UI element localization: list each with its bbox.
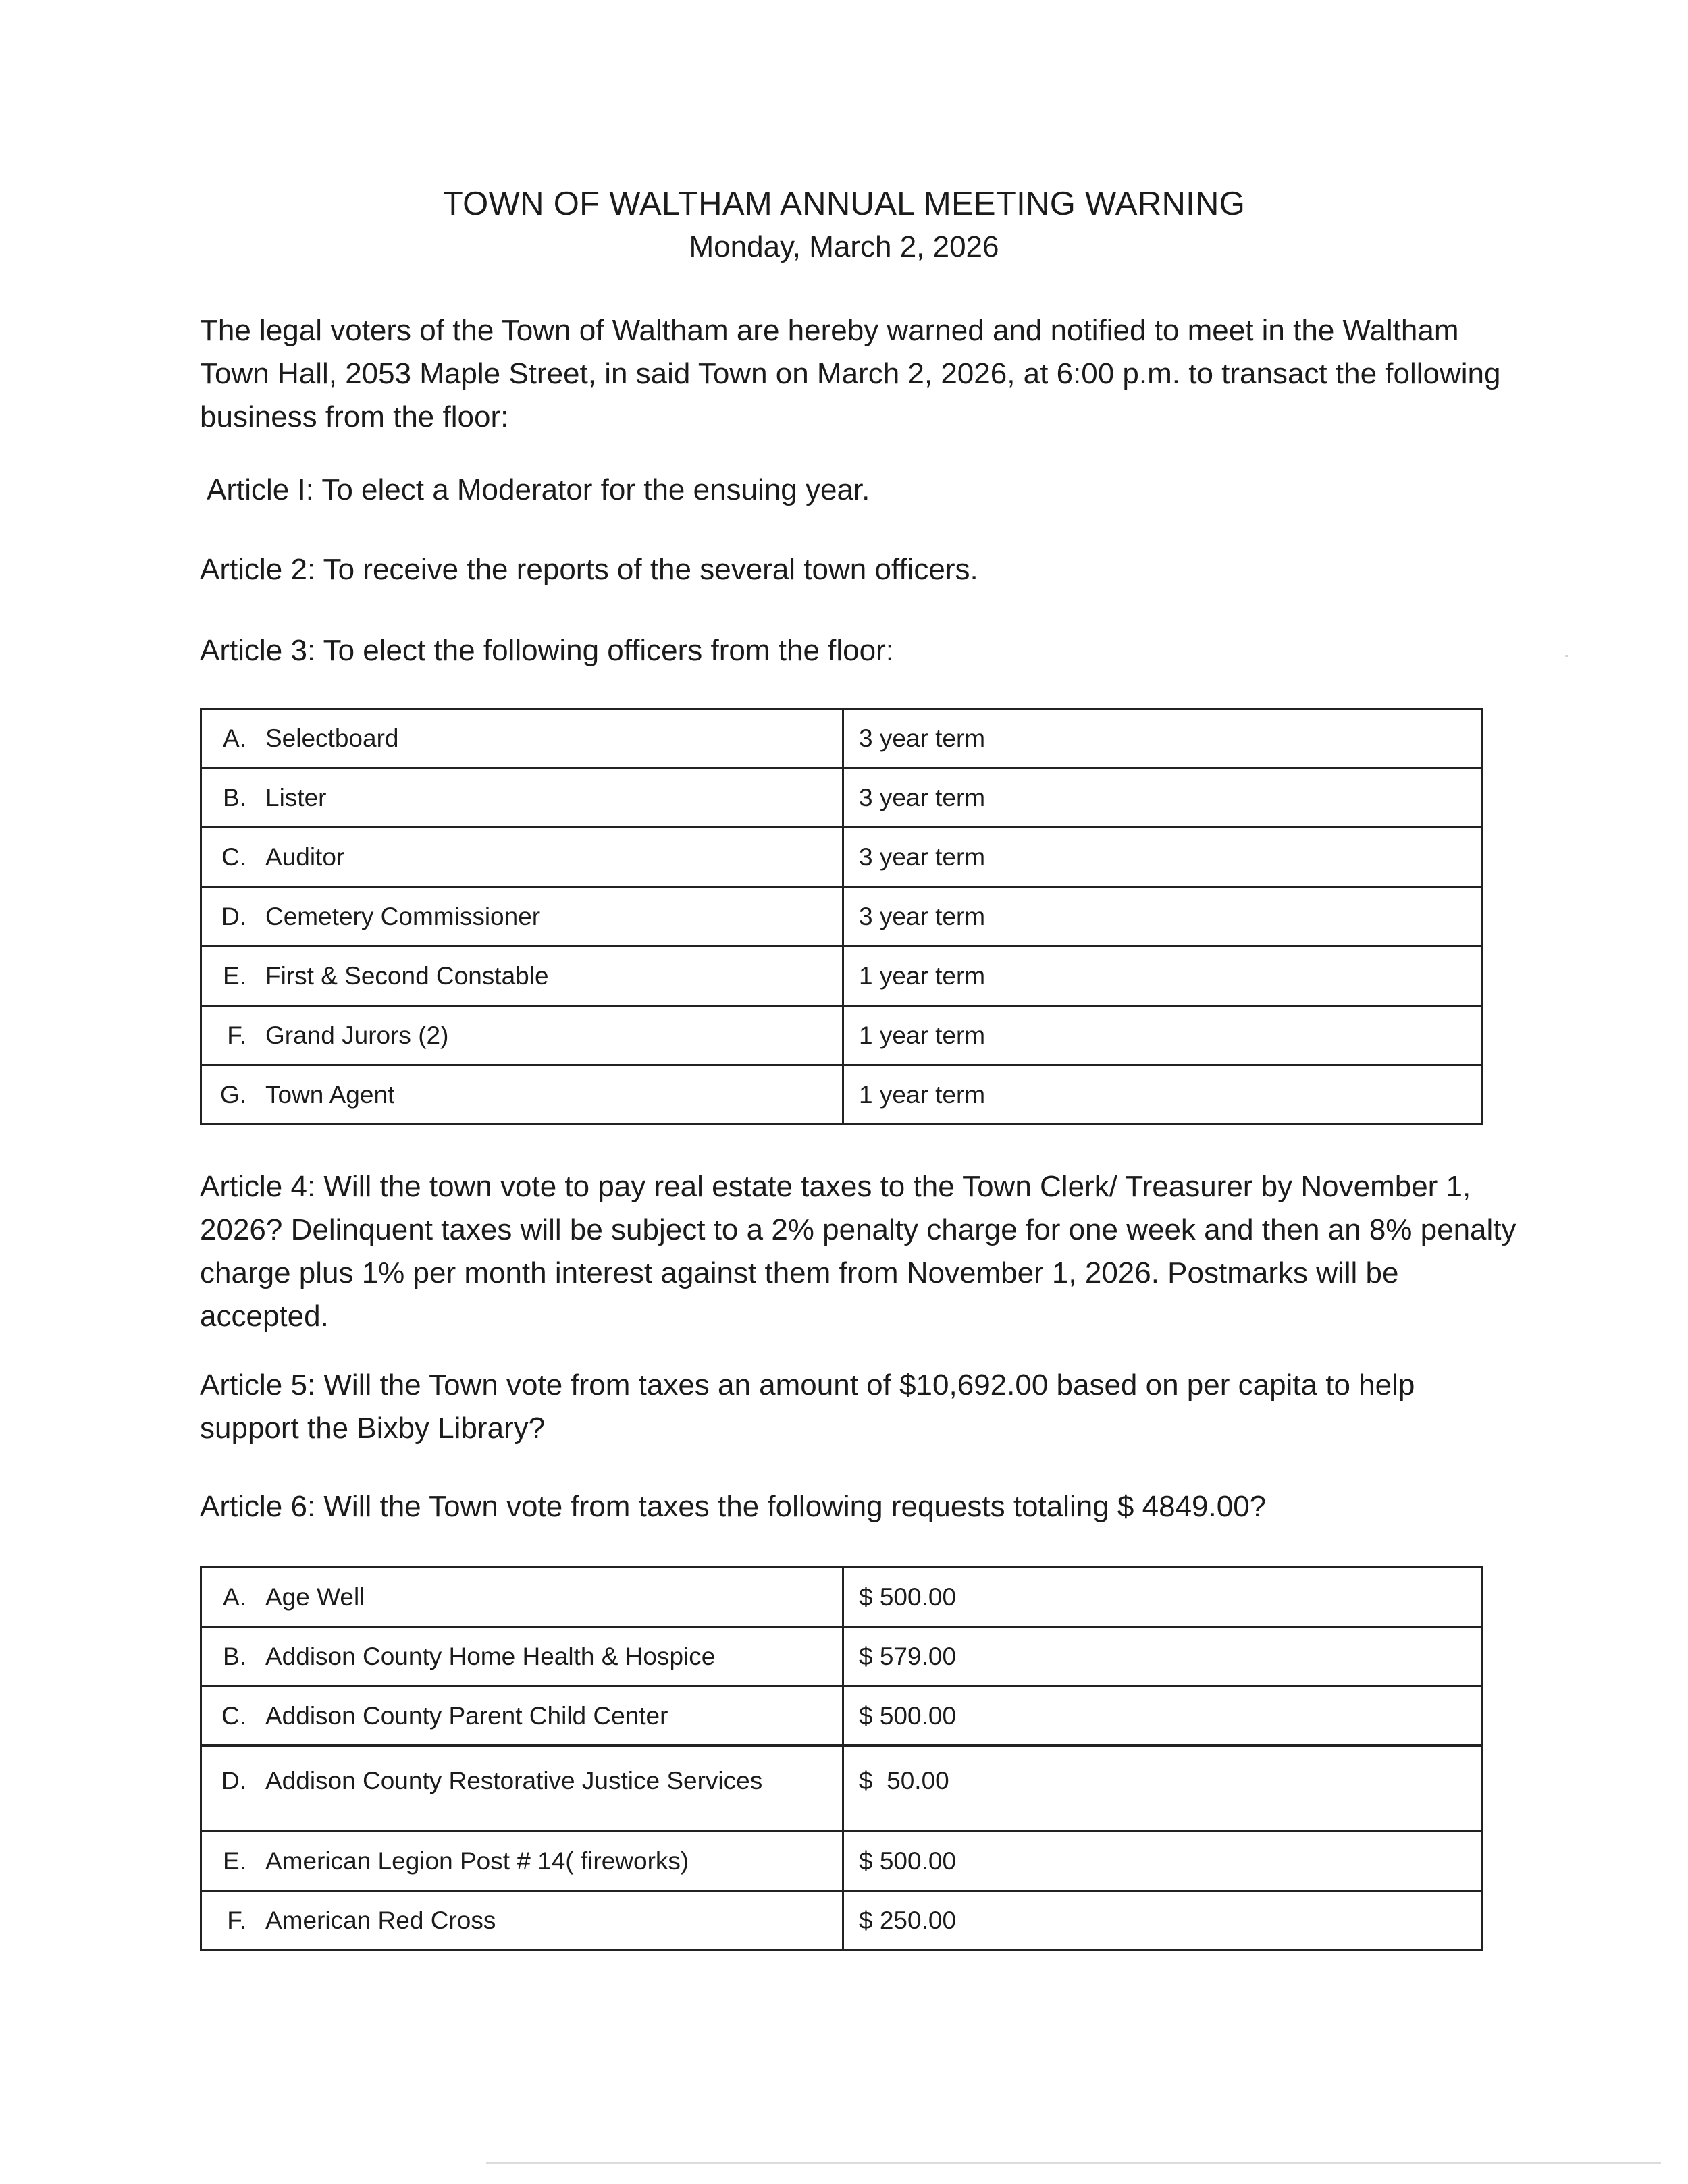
request-cell bbox=[201, 1568, 843, 1627]
officer-row bbox=[201, 1065, 1482, 1125]
officer-name: Grand Jurors (2) bbox=[265, 1021, 449, 1049]
scan-artifact-line bbox=[486, 2162, 1661, 2164]
request-cell bbox=[201, 1891, 843, 1950]
request-row bbox=[201, 1832, 1482, 1891]
officer-name: Town Agent bbox=[265, 1080, 395, 1109]
request-organization: American Red Cross bbox=[265, 1906, 496, 1934]
officer-row bbox=[201, 768, 1482, 828]
officer-letter: A. bbox=[223, 724, 246, 752]
request-amount: $ 500.00 bbox=[843, 1832, 1482, 1891]
officer-term: 1 year term bbox=[843, 1006, 1482, 1065]
request-cell bbox=[201, 1627, 843, 1686]
officer-cell bbox=[201, 887, 843, 947]
officer-term: 3 year term bbox=[843, 709, 1482, 768]
article-2: Article 2: To receive the reports of the several town officers. bbox=[200, 553, 978, 586]
officer-letter: E. bbox=[223, 961, 246, 990]
request-organization: Age Well bbox=[265, 1582, 365, 1611]
scan-artifact-speck bbox=[1565, 655, 1568, 657]
article-1: Article I: To elect a Moderator for the ensuing year. bbox=[207, 473, 870, 506]
article-4: Article 4: Will the town vote to pay real estate taxes to the Town Clerk/ Treasurer by November 1, 2026? Delinquent taxes will be subject to a 2% penalty charge for one week and then an 8% penalty charge plus 1% per month interest against them from November 1, 2026. Postmarks will be accepted. bbox=[200, 1170, 1516, 1333]
officer-cell bbox=[201, 709, 843, 768]
officer-letter: B. bbox=[223, 783, 246, 811]
officer-row bbox=[201, 887, 1482, 947]
request-row bbox=[201, 1746, 1482, 1832]
request-letter: F. bbox=[227, 1906, 246, 1934]
officer-term: 1 year term bbox=[843, 1065, 1482, 1125]
officer-letter: G. bbox=[219, 1080, 246, 1109]
officer-row bbox=[201, 1006, 1482, 1065]
officer-name: Cemetery Commissioner bbox=[265, 902, 541, 930]
request-cell bbox=[201, 1746, 843, 1832]
article-5: Article 5: Will the Town vote from taxes an amount of $10,692.00 based on per capita to help support the Bixby Library? bbox=[200, 1368, 1415, 1445]
request-organization: American Legion Post # 14( fireworks) bbox=[265, 1846, 689, 1875]
request-row bbox=[201, 1891, 1482, 1950]
officer-term: 3 year term bbox=[843, 887, 1482, 947]
request-row bbox=[201, 1568, 1482, 1627]
request-row bbox=[201, 1627, 1482, 1686]
officer-letter: C. bbox=[221, 843, 246, 871]
request-cell bbox=[201, 1832, 843, 1891]
officer-letter: F. bbox=[227, 1021, 246, 1049]
request-letter: B. bbox=[223, 1642, 246, 1670]
intro-paragraph: The legal voters of the Town of Waltham are hereby warned and notified to meet in the Waltham Town Hall, 2053 Maple Street, in said Town on March 2, 2026, at 6:00 p.m. to transact the following business from the floor: bbox=[200, 314, 1501, 433]
request-amount: $ 579.00 bbox=[843, 1627, 1482, 1686]
request-letter: A. bbox=[223, 1582, 246, 1611]
article-3: Article 3: To elect the following officers from the floor: bbox=[200, 634, 894, 667]
request-amount: $ 50.00 bbox=[859, 1767, 949, 1794]
officer-term: 3 year term bbox=[843, 768, 1482, 828]
request-amount: $ 500.00 bbox=[843, 1568, 1482, 1627]
officer-cell bbox=[201, 768, 843, 828]
request-cell bbox=[201, 1686, 843, 1746]
officer-cell bbox=[201, 828, 843, 887]
meeting-date: Monday, March 2, 2026 bbox=[689, 230, 999, 263]
officer-cell bbox=[201, 1065, 843, 1125]
request-amount: $ 250.00 bbox=[843, 1891, 1482, 1950]
request-letter: C. bbox=[221, 1701, 246, 1730]
officer-name: Auditor bbox=[265, 843, 345, 871]
officer-term: 3 year term bbox=[843, 828, 1482, 887]
officer-cell bbox=[201, 947, 843, 1006]
officer-name: First & Second Constable bbox=[265, 961, 549, 990]
officer-row bbox=[201, 828, 1482, 887]
article-6: Article 6: Will the Town vote from taxes the following requests totaling $ 4849.00? bbox=[200, 1490, 1267, 1523]
officer-name: Lister bbox=[265, 783, 327, 811]
request-row bbox=[201, 1686, 1482, 1746]
officers-table bbox=[200, 708, 1483, 1125]
request-organization: Addison County Restorative Justice Services bbox=[265, 1767, 763, 1794]
request-letter: D. bbox=[221, 1767, 246, 1794]
officer-letter: D. bbox=[221, 902, 246, 930]
officer-name: Selectboard bbox=[265, 724, 399, 752]
request-cell-inner bbox=[202, 1747, 842, 1795]
document-title: TOWN OF WALTHAM ANNUAL MEETING WARNING bbox=[442, 186, 1246, 222]
request-letter: E. bbox=[223, 1846, 246, 1875]
request-amount-cell bbox=[843, 1746, 1482, 1832]
requests-table bbox=[200, 1566, 1483, 1951]
request-amount: $ 500.00 bbox=[843, 1686, 1482, 1746]
officer-row bbox=[201, 709, 1482, 768]
request-organization: Addison County Home Health & Hospice bbox=[265, 1642, 716, 1670]
officer-row bbox=[201, 947, 1482, 1006]
officer-term: 1 year term bbox=[843, 947, 1482, 1006]
request-organization: Addison County Parent Child Center bbox=[265, 1701, 668, 1730]
officer-cell bbox=[201, 1006, 843, 1065]
